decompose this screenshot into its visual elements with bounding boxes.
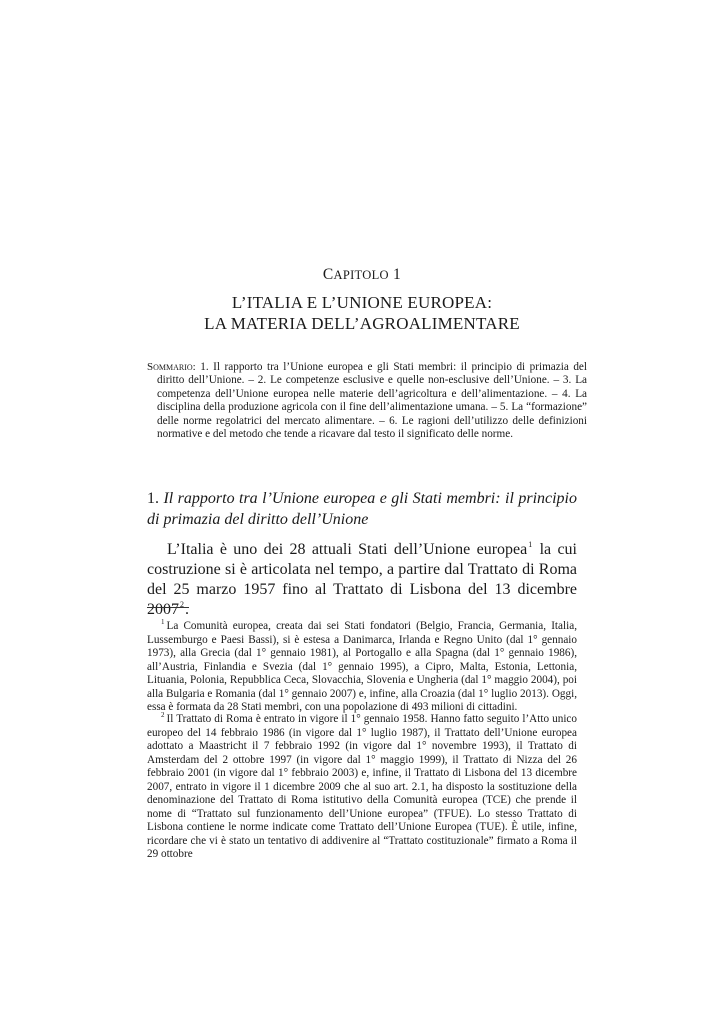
summary-lead: Sommario: bbox=[147, 361, 196, 373]
chapter-number: 1 bbox=[393, 266, 402, 283]
chapter-title-line-2: LA MATERIA DELL’AGROALIMENTARE bbox=[204, 314, 520, 333]
footnote-ref-2[interactable]: 2 bbox=[180, 600, 184, 609]
chapter-label bbox=[0, 266, 724, 284]
body-text-part-2: la cui costruzione si è articolata nel tempo, a partire dal Trattato di Roma del 25 marzo 1957 fino al Trattato di Lisbona del 13 dicembre 2007 bbox=[147, 541, 578, 618]
body-paragraph bbox=[147, 540, 577, 620]
footnote-2-text: Il Trattato di Roma è entrato in vigore il 1° gennaio 1958. Hanno fatto seguito l’Atto unico europeo del 14 febbraio 1986 (in vigore dal 1° luglio 1987), il Trattato dell’Unione europea adottato a Maastricht il 7 febbraio 1992 (in vigore dal 1° novembre 1993), il Trattato di Amsterdam del 2 ottobre 1997 (in vigore dal 1° maggio 1999), il Trattato di Nizza del 26 febbraio 2001 (in vigore dal 1° febbraio 2003) e, infine, il Trattato di Lisbona del 13 dicembre 2007, entrato in vigore il 1 dicembre 2009 che al suo art. 2.1, ha disposto la sostituzione della denominazione del Trattato di Roma istitutivo della Comunità europea (TCE) che prende il nome di “Trattato sul funzionamento dell’Unione europea” (TFUE). Lo stesso Trattato di Lisbona contiene le norme indicate come Trattato dell’Unione Europea (TUE). È utile, infine, ricordare che vi è stato un tentativo di addivenire al “Trattato costituzionale” firmato a Roma il 29 ottobre bbox=[147, 713, 577, 860]
footnote-2-number: 2 bbox=[161, 711, 165, 719]
footnote-1 bbox=[147, 620, 577, 715]
section-heading bbox=[147, 488, 577, 530]
footnote-ref-1[interactable]: 1 bbox=[528, 540, 533, 549]
summary-text: 1. Il rapporto tra l’Unione europea e gli Stati membri: il principio di primazia del diritto dell’Unione. – 2. Le competenze esclusive e quelle non-esclusive dell’Unione. – 3. La competenza dell’Unione europea nelle materie dell’agricoltura e dell’alimentazione. – 4. La disciplina della produzione agricola con il fine dell’alimentazione umana. – 5. La “formazione” delle norme regolatrici del mercato alimentare. – 6. Le ragioni dell’utilizzo delle definizioni normative e del metodo che tende a ricavare dal testo il significato delle norme. bbox=[157, 361, 588, 441]
chapter-label-rest: APITOLO bbox=[333, 268, 389, 282]
footnote-2 bbox=[147, 713, 577, 862]
chapter-title-line-1: L’ITALIA E L’UNIONE EUROPEA: bbox=[231, 293, 493, 312]
section-number: 1. bbox=[147, 490, 159, 507]
footnote-1-number: 1 bbox=[161, 618, 165, 626]
chapter-label-initial: C bbox=[322, 266, 334, 283]
body-text-part-1: L’Italia è uno dei 28 attuali Stati dell’Unione europea bbox=[167, 541, 528, 558]
chapter-title bbox=[0, 292, 724, 334]
footnote-1-text: La Comunità europea, creata dai sei Stati fondatori (Belgio, Francia, Germania, Italia, Lussemburgo e Paesi Bassi), si è estesa a Danimarca, Irlanda e Regno Unito (dal 1° gennaio 1973), alla Grecia (dal 1° gennaio 1981), al Portogallo e alla Spagna (dal 1° gennaio 1986), all’Austria, Finlandia e Svezia (dal 1° gennaio 1995), a Cipro, Malta, Estonia, Lettonia, Lituania, Polonia, Repubblica Ceca, Slovacchia, Slovenia e Ungheria (dal 1° maggio 2004), poi alla Bulgaria e Romania (dal 1° gennaio 2007) e, infine, alla Croazia (dal 1° luglio 2013). Oggi, essa è formata da 28 Stati membri, con una popolazione di 493 milioni di cittadini. bbox=[147, 620, 577, 713]
section-title: Il rapporto tra l’Unione europea e gli Stati membri: il principio di primazia del diritto dell’Unione bbox=[147, 490, 578, 528]
chapter-summary bbox=[147, 361, 587, 441]
body-text-part-3: . bbox=[185, 601, 189, 618]
footnote-separator bbox=[147, 607, 189, 608]
